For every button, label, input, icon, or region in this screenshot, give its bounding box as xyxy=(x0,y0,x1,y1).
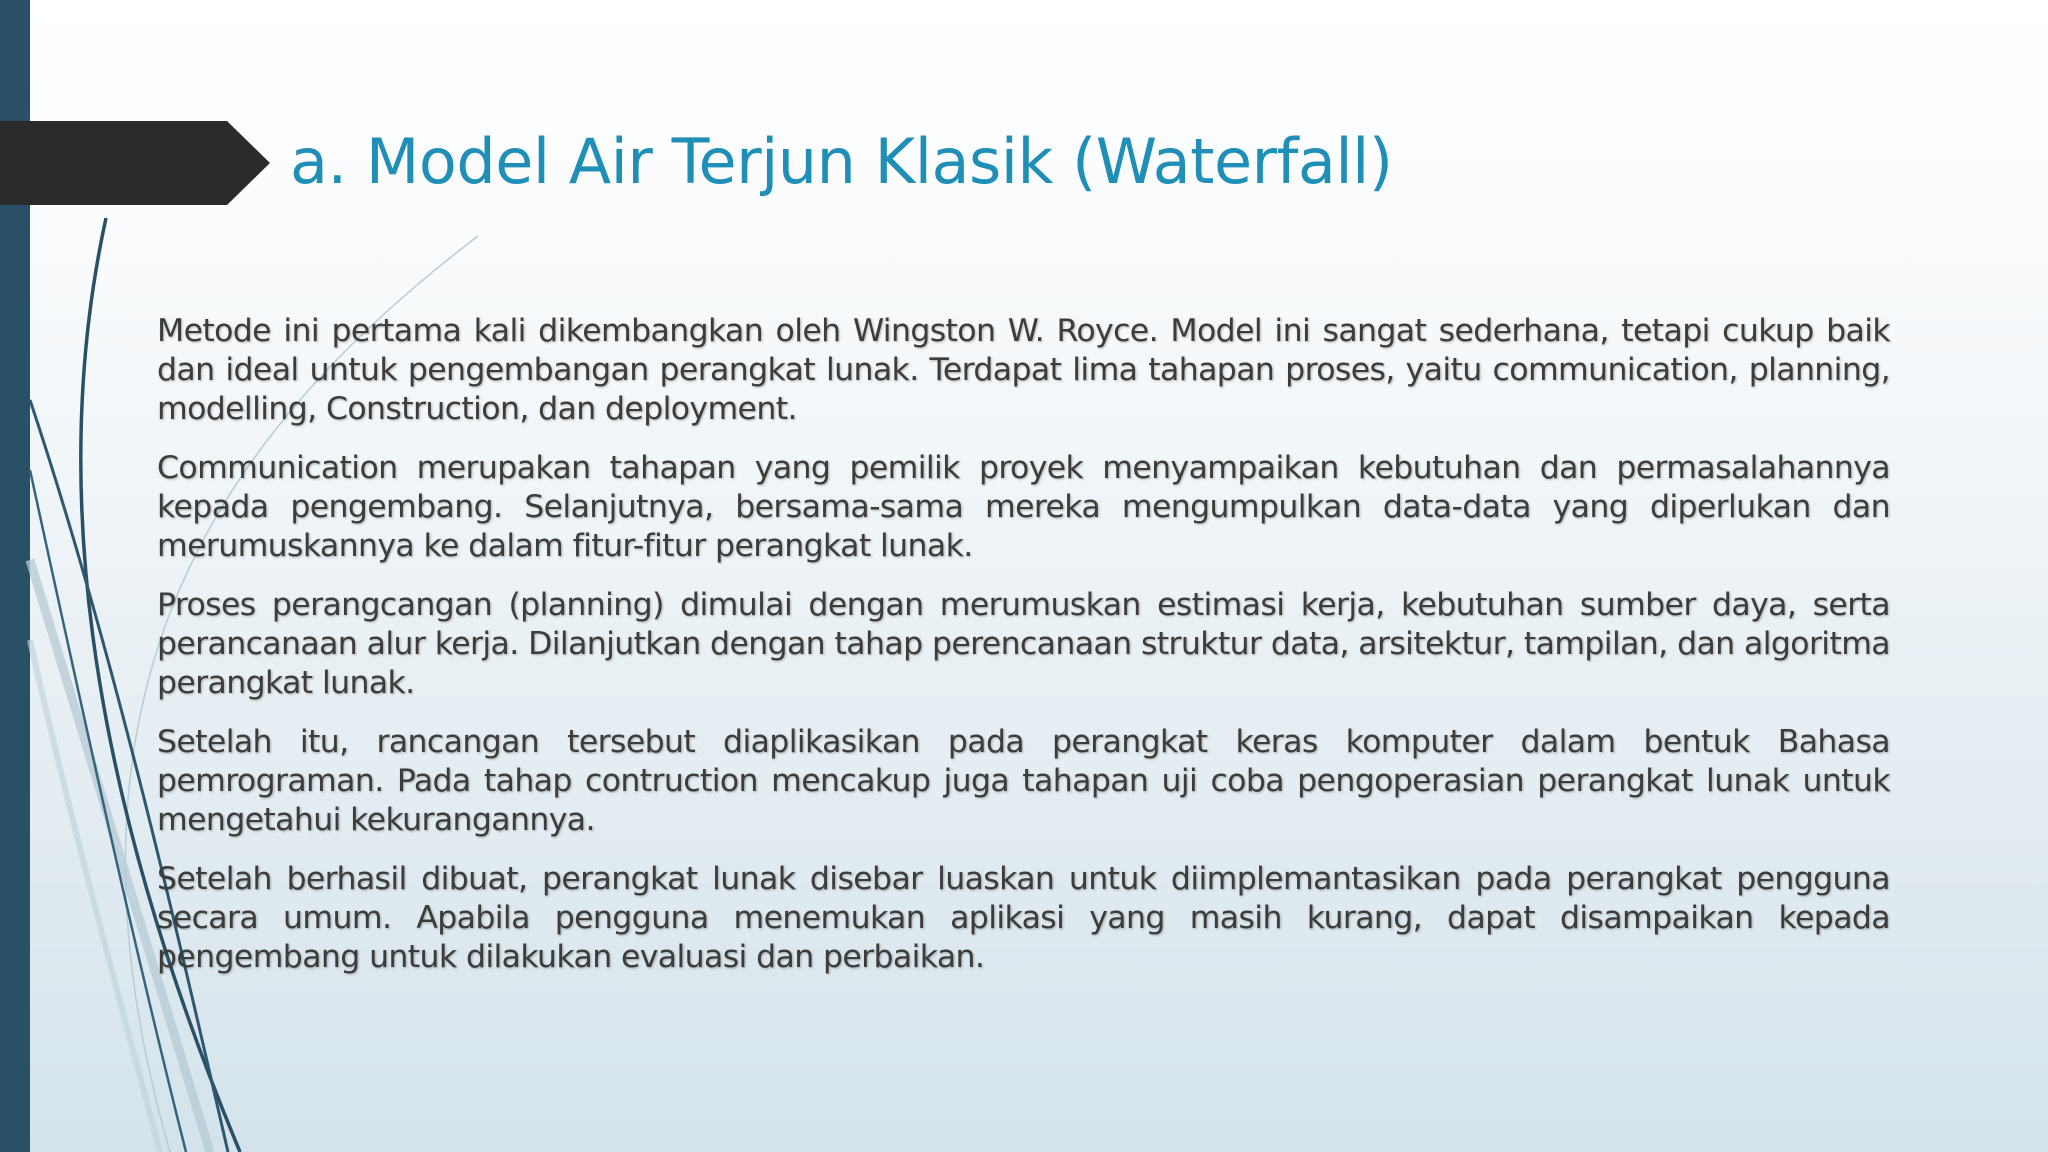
paragraph-2: Communication merupakan tahapan yang pemilik proyek menyampaikan kebutuhan dan permasalahannya kepada pengembang. Selanjutnya, bersama-sama mereka mengumpulkan data-data yang diperlukan dan merumuskannya ke dalam fitur-fitur perangkat lunak. xyxy=(157,450,1890,564)
paragraph-5: Setelah berhasil dibuat, perangkat lunak disebar luaskan untuk diimplemantasikan pada perangkat pengguna secara umum. Apabila pengguna menemukan aplikasi yang masih kurang, dapat disampaikan kepada pengembang untuk dilakukan evaluasi dan perbaikan. xyxy=(157,861,1890,975)
paragraph-3: Proses perangcangan (planning) dimulai dengan merumuskan estimasi kerja, kebutuhan sumber daya, serta perancanaan alur kerja. Dilanjutkan dengan tahap perencanaan struktur data, arsitektur, tampilan, dan algoritma perangkat lunak. xyxy=(157,587,1890,701)
paragraph-1: Metode ini pertama kali dikembangkan oleh Wingston W. Royce. Model ini sangat sederhana, tetapi cukup baik dan ideal untuk pengembangan perangkat lunak. Terdapat lima tahapan proses, yaitu communication, planning, modelling, Construction, dan deployment. xyxy=(157,313,1890,427)
title-arrow-tab xyxy=(0,121,270,205)
slide-title: a. Model Air Terjun Klasik (Waterfall) xyxy=(290,125,1393,198)
paragraph-4: Setelah itu, rancangan tersebut diaplikasikan pada perangkat keras komputer dalam bentuk Bahasa pemrograman. Pada tahap contruction mencakup juga tahapan uji coba pengoperasian perangkat lunak untuk mengetahui kekurangannya. xyxy=(157,724,1890,838)
slide-content xyxy=(157,312,1890,997)
